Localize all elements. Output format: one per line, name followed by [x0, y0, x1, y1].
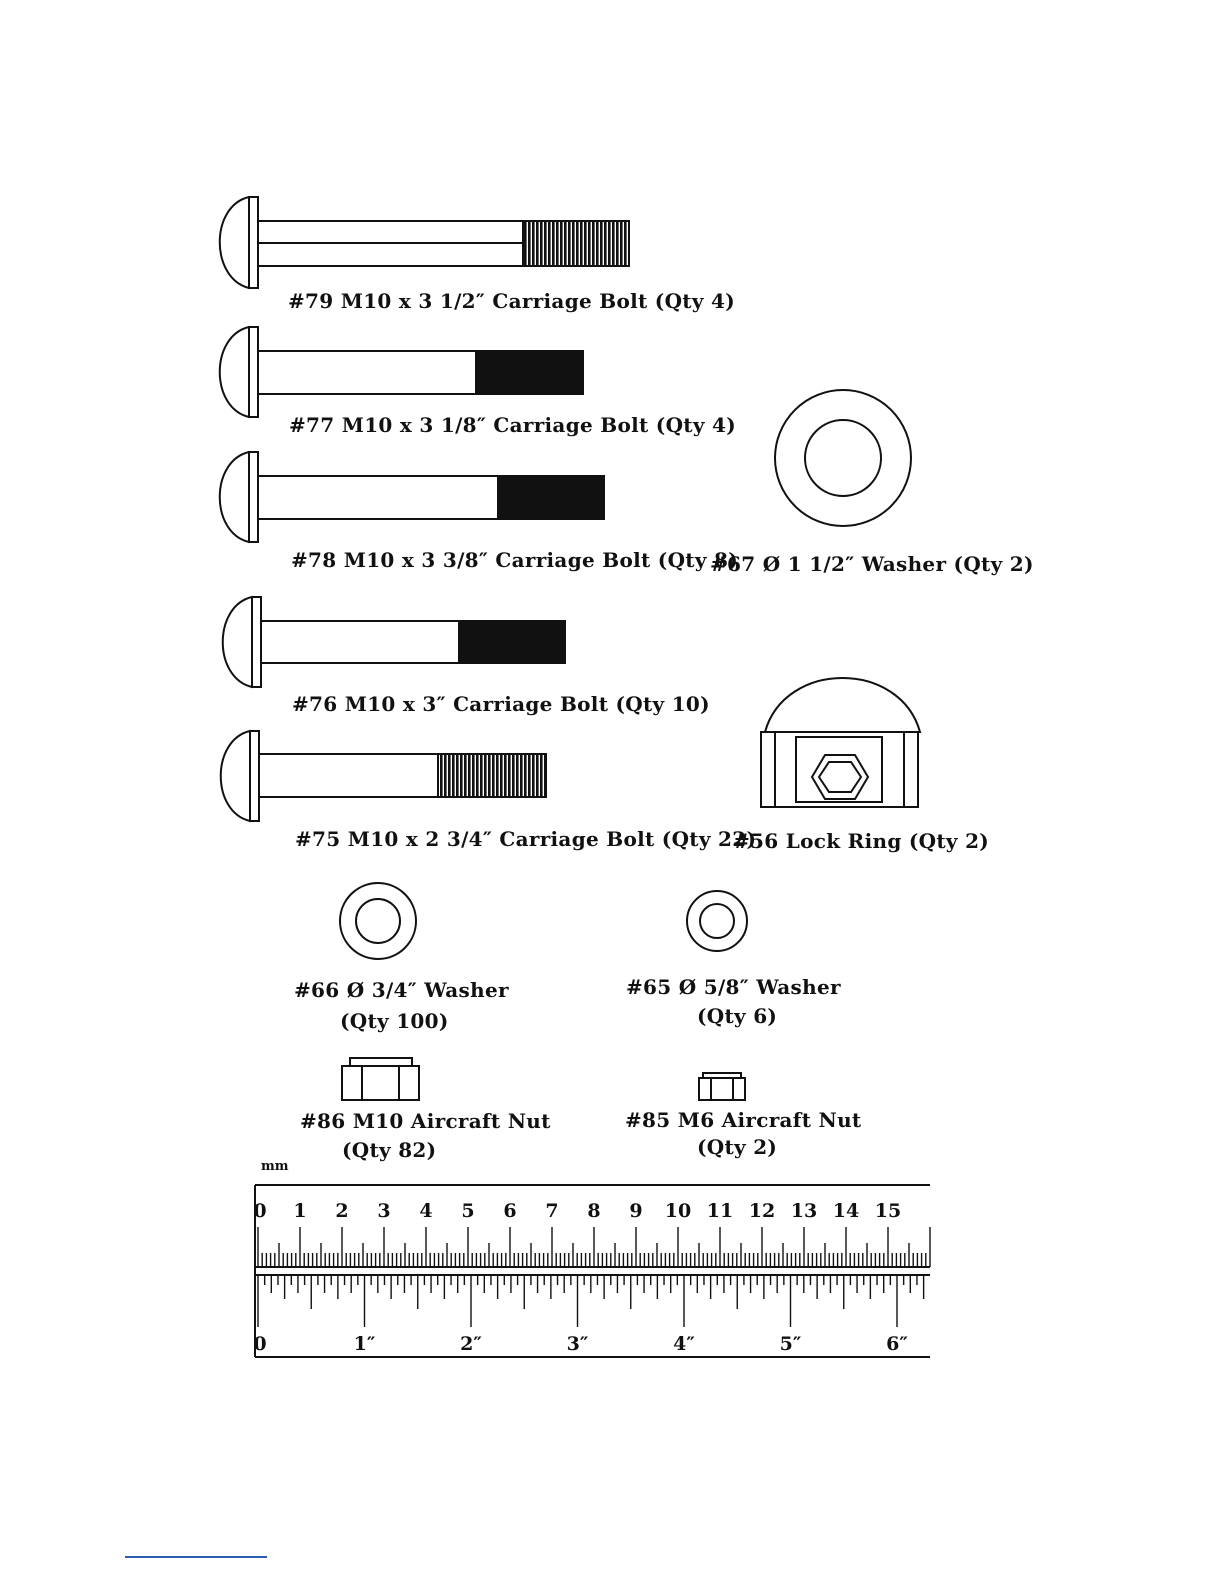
washer-65-icon — [687, 891, 747, 951]
bolt-75-icon — [221, 731, 546, 821]
inch-scale — [258, 1275, 924, 1327]
cm-label: 15 — [874, 1200, 902, 1222]
cm-label: 8 — [587, 1200, 601, 1222]
cm-label: 2 — [335, 1200, 349, 1222]
cm-label: 0 — [253, 1200, 267, 1222]
washer-66-icon — [340, 883, 416, 959]
cm-label: 14 — [832, 1200, 860, 1222]
bolt-78-icon — [220, 452, 604, 542]
lock-ring-56-icon — [761, 678, 920, 807]
part-66-qty: (Qty 100) — [340, 1009, 449, 1033]
cm-labels — [253, 1200, 901, 1222]
inch-labels — [253, 1333, 908, 1355]
measuring-ruler — [253, 1159, 930, 1357]
cm-label: 12 — [748, 1200, 776, 1222]
cm-label: 4 — [419, 1200, 433, 1222]
part-65-qty: (Qty 6) — [697, 1004, 778, 1028]
mm-scale — [258, 1227, 930, 1267]
cm-label: 3 — [377, 1200, 391, 1222]
part-67-label: #67 Ø 1 1/2″ Washer (Qty 2) — [710, 552, 1034, 576]
bolt-77-icon — [220, 327, 583, 417]
nut-86-icon — [342, 1058, 419, 1100]
bolt-76-icon — [223, 597, 565, 687]
part-75-label: #75 M10 x 2 3/4″ Carriage Bolt (Qty 22) — [295, 827, 757, 851]
cm-label: 13 — [790, 1200, 818, 1222]
cm-label: 11 — [706, 1200, 734, 1222]
inch-label: 6″ — [886, 1333, 908, 1355]
cm-label: 5 — [461, 1200, 475, 1222]
inch-label: 5″ — [779, 1333, 802, 1355]
cm-label: 10 — [664, 1200, 692, 1222]
cm-label: 6 — [503, 1200, 517, 1222]
inch-label: 4″ — [673, 1333, 695, 1355]
inch-label: 3″ — [566, 1333, 589, 1355]
part-65-label: #65 Ø 5/8″ Washer — [626, 975, 841, 999]
nut-85-icon — [699, 1073, 745, 1100]
inch-label: 2″ — [460, 1333, 482, 1355]
inch-label: 1″ — [353, 1333, 376, 1355]
part-76-label: #76 M10 x 3″ Carriage Bolt (Qty 10) — [292, 692, 710, 716]
part-86-label: #86 M10 Aircraft Nut — [300, 1109, 551, 1133]
footer-link-underline — [125, 1556, 267, 1558]
part-78-label: #78 M10 x 3 3/8″ Carriage Bolt (Qty 8) — [291, 548, 738, 572]
bolt-79-icon — [220, 197, 629, 288]
part-85-qty: (Qty 2) — [697, 1135, 778, 1159]
part-56-label: #56 Lock Ring (Qty 2) — [733, 829, 990, 853]
cm-label: 9 — [629, 1200, 643, 1222]
washer-67-icon — [775, 390, 911, 526]
part-86-qty: (Qty 82) — [342, 1138, 437, 1162]
part-66-label: #66 Ø 3/4″ Washer — [294, 978, 509, 1002]
part-77-label: #77 M10 x 3 1/8″ Carriage Bolt (Qty 4) — [289, 413, 736, 437]
inch-label: 0 — [253, 1333, 267, 1355]
part-79-label: #79 M10 x 3 1/2″ Carriage Bolt (Qty 4) — [288, 289, 735, 313]
cm-label: 1 — [293, 1200, 307, 1222]
cm-label: 7 — [545, 1200, 559, 1222]
part-85-label: #85 M6 Aircraft Nut — [625, 1108, 862, 1132]
ruler-unit-label: mm — [261, 1159, 289, 1174]
